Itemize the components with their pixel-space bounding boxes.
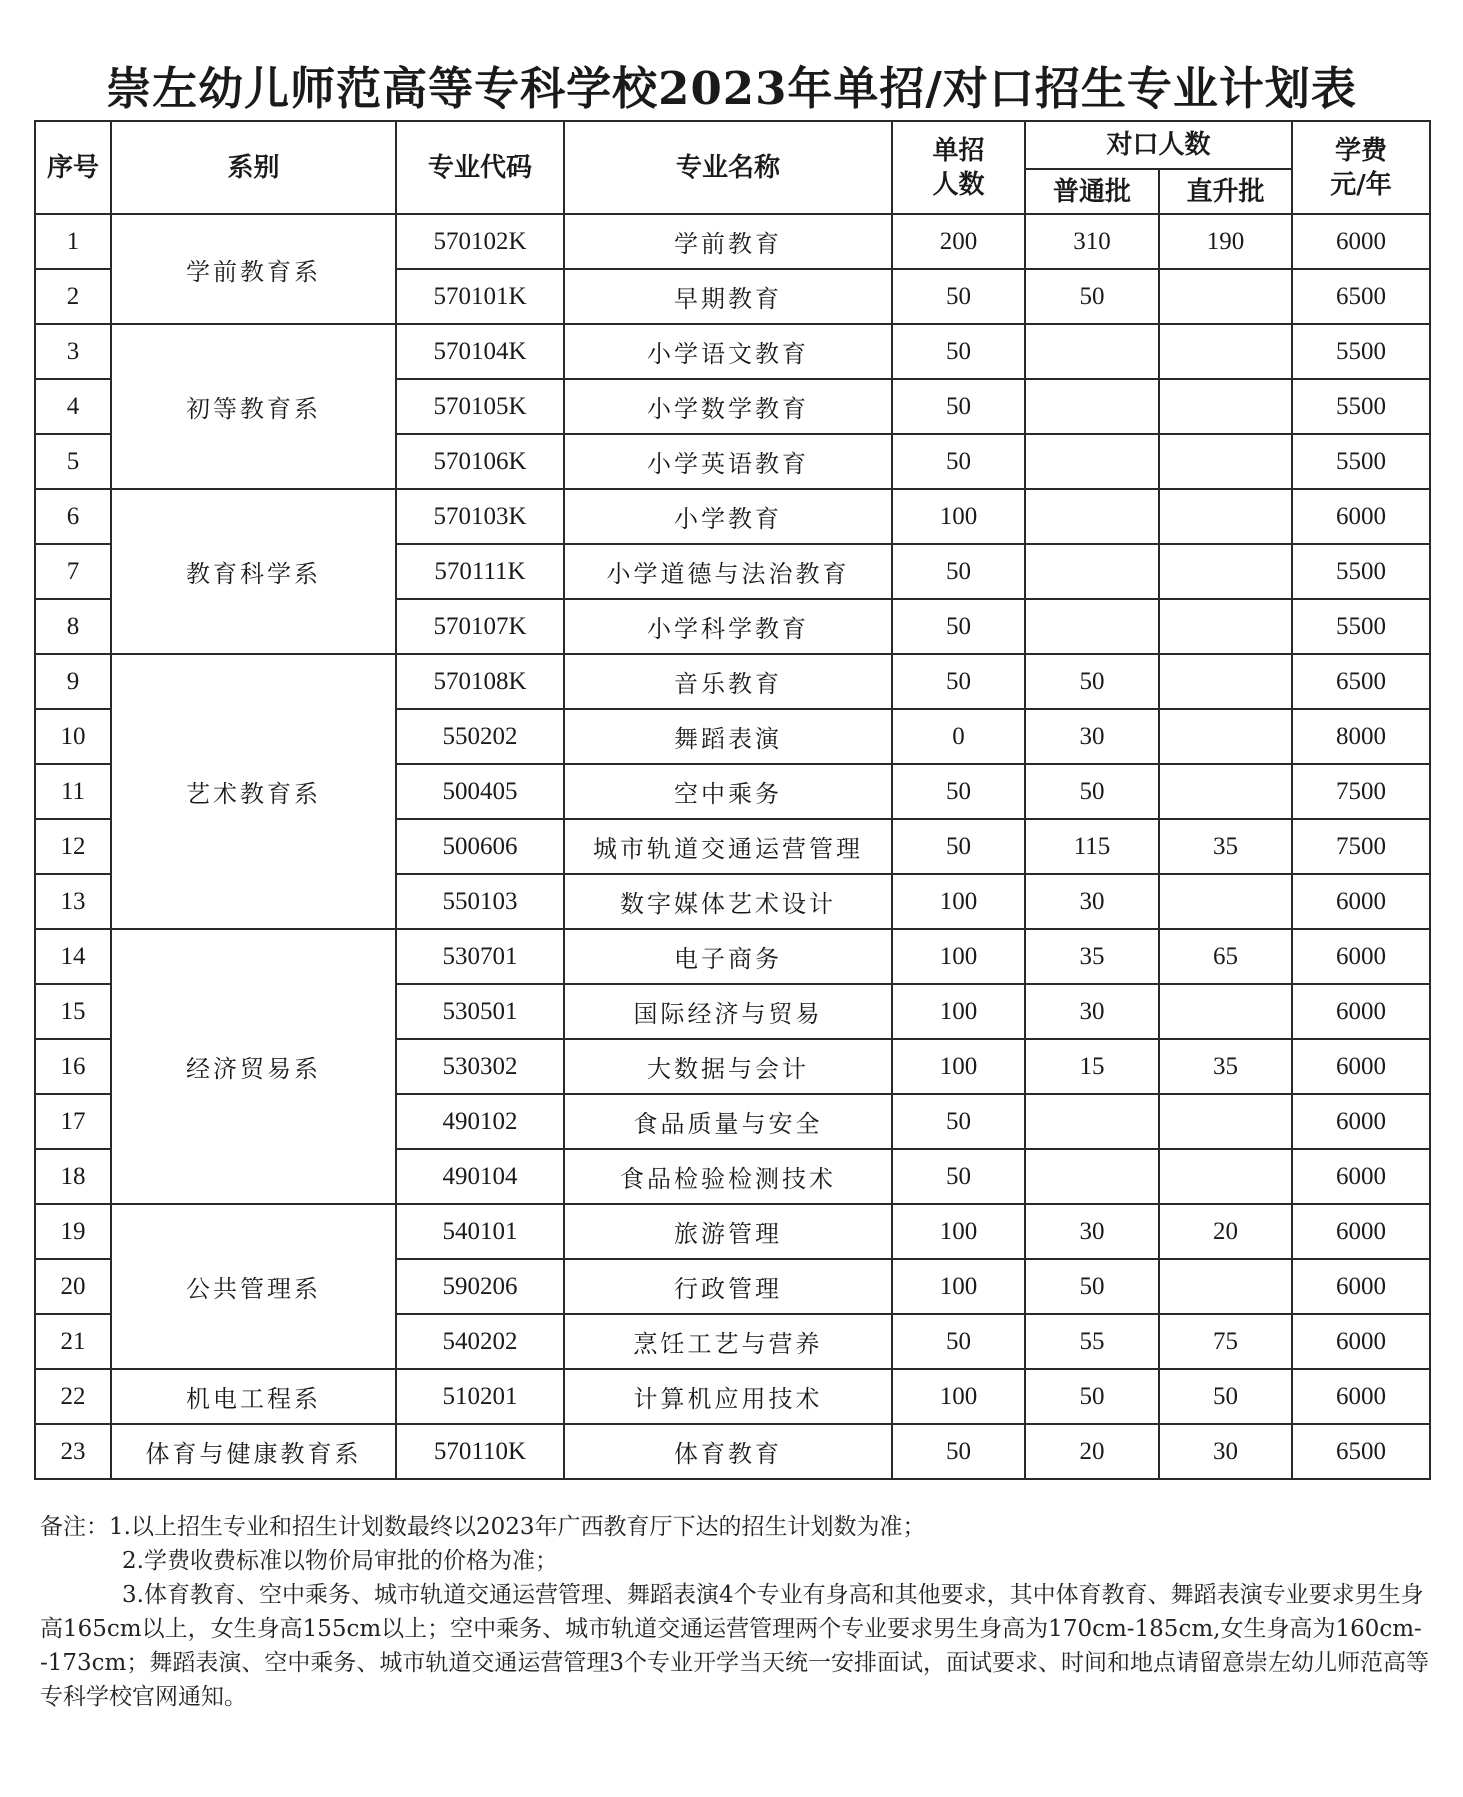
cell-single: 100	[892, 1259, 1025, 1314]
cell-direct	[1159, 1259, 1292, 1314]
cell-seq: 7	[35, 544, 111, 599]
cell-code: 570107K	[396, 599, 564, 654]
header-fee	[1292, 121, 1430, 214]
cell-single: 50	[892, 1094, 1025, 1149]
cell-seq: 20	[35, 1259, 111, 1314]
cell-direct: 35	[1159, 819, 1292, 874]
cell-fee: 6000	[1292, 1094, 1430, 1149]
cell-name: 小学科学教育	[564, 599, 892, 654]
cell-regular: 115	[1025, 819, 1159, 874]
cell-name: 数字媒体艺术设计	[564, 874, 892, 929]
cell-regular: 310	[1025, 214, 1159, 269]
cell-seq: 15	[35, 984, 111, 1039]
cell-direct	[1159, 324, 1292, 379]
cell-regular	[1025, 1149, 1159, 1204]
cell-fee: 6000	[1292, 1259, 1430, 1314]
page-title: 崇左幼儿师范高等专科学校2023年单招/对口招生专业计划表	[106, 62, 1357, 115]
table-row	[35, 1204, 1430, 1259]
table-row	[35, 654, 1430, 709]
cell-seq: 14	[35, 929, 111, 984]
cell-single: 200	[892, 214, 1025, 269]
cell-seq: 9	[35, 654, 111, 709]
cell-direct	[1159, 379, 1292, 434]
cell-fee: 6000	[1292, 1204, 1430, 1259]
cell-single: 100	[892, 1369, 1025, 1424]
cell-code: 540101	[396, 1204, 564, 1259]
cell-code: 570102K	[396, 214, 564, 269]
table-row	[35, 214, 1430, 269]
cell-regular	[1025, 324, 1159, 379]
cell-fee: 6500	[1292, 269, 1430, 324]
header-dept: 系别	[111, 121, 396, 214]
cell-name: 小学英语教育	[564, 434, 892, 489]
cell-seq: 1	[35, 214, 111, 269]
cell-name: 体育教育	[564, 1424, 892, 1479]
cell-single: 100	[892, 984, 1025, 1039]
cell-fee: 6000	[1292, 874, 1430, 929]
cell-regular	[1025, 1094, 1159, 1149]
cell-code: 550103	[396, 874, 564, 929]
cell-seq: 5	[35, 434, 111, 489]
cell-regular: 50	[1025, 1259, 1159, 1314]
cell-regular: 30	[1025, 1204, 1159, 1259]
cell-code: 570104K	[396, 324, 564, 379]
cell-direct: 35	[1159, 1039, 1292, 1094]
cell-single: 100	[892, 1039, 1025, 1094]
header-single-line2: 人数	[932, 169, 985, 200]
cell-direct	[1159, 1094, 1292, 1149]
cell-single: 100	[892, 489, 1025, 544]
header-direct: 直升批	[1159, 169, 1292, 214]
cell-direct	[1159, 544, 1292, 599]
cell-name: 小学语文教育	[564, 324, 892, 379]
cell-single: 100	[892, 874, 1025, 929]
cell-code: 570108K	[396, 654, 564, 709]
header-duikou: 对口人数	[1025, 121, 1292, 169]
cell-single: 50	[892, 1424, 1025, 1479]
cell-direct	[1159, 764, 1292, 819]
cell-seq: 13	[35, 874, 111, 929]
header-fee-line2: 元/年	[1330, 169, 1392, 200]
cell-direct: 20	[1159, 1204, 1292, 1259]
cell-single: 0	[892, 709, 1025, 764]
cell-regular: 50	[1025, 764, 1159, 819]
cell-single: 50	[892, 819, 1025, 874]
cell-regular	[1025, 434, 1159, 489]
cell-direct	[1159, 1149, 1292, 1204]
cell-regular: 20	[1025, 1424, 1159, 1479]
cell-seq: 3	[35, 324, 111, 379]
cell-seq: 21	[35, 1314, 111, 1369]
cell-name: 小学数学教育	[564, 379, 892, 434]
cell-fee: 6500	[1292, 1424, 1430, 1479]
cell-department: 机电工程系	[111, 1369, 396, 1424]
cell-fee: 6000	[1292, 929, 1430, 984]
notes-section	[40, 1510, 1435, 1714]
cell-fee: 5500	[1292, 434, 1430, 489]
header-fee-line1: 学费	[1335, 135, 1388, 166]
table-row	[35, 1369, 1430, 1424]
cell-code: 500405	[396, 764, 564, 819]
cell-seq: 8	[35, 599, 111, 654]
table-row	[35, 929, 1430, 984]
cell-direct	[1159, 489, 1292, 544]
cell-regular: 50	[1025, 1369, 1159, 1424]
cell-single: 50	[892, 1149, 1025, 1204]
cell-direct: 50	[1159, 1369, 1292, 1424]
cell-direct: 65	[1159, 929, 1292, 984]
cell-regular: 50	[1025, 654, 1159, 709]
table-header	[35, 121, 1430, 214]
cell-single: 50	[892, 654, 1025, 709]
cell-code: 570110K	[396, 1424, 564, 1479]
cell-direct: 30	[1159, 1424, 1292, 1479]
cell-direct	[1159, 654, 1292, 709]
cell-regular: 30	[1025, 709, 1159, 764]
cell-code: 490102	[396, 1094, 564, 1149]
cell-code: 530501	[396, 984, 564, 1039]
cell-code: 570103K	[396, 489, 564, 544]
cell-department: 体育与健康教育系	[111, 1424, 396, 1479]
cell-name: 大数据与会计	[564, 1039, 892, 1094]
header-code: 专业代码	[396, 121, 564, 214]
cell-department: 教育科学系	[111, 489, 396, 654]
cell-single: 50	[892, 1314, 1025, 1369]
cell-direct	[1159, 984, 1292, 1039]
cell-name: 食品检验检测技术	[564, 1149, 892, 1204]
cell-department: 经济贸易系	[111, 929, 396, 1204]
cell-fee: 6000	[1292, 1314, 1430, 1369]
cell-direct: 190	[1159, 214, 1292, 269]
table-row	[35, 489, 1430, 544]
cell-single: 50	[892, 379, 1025, 434]
cell-name: 国际经济与贸易	[564, 984, 892, 1039]
cell-fee: 6000	[1292, 1039, 1430, 1094]
cell-regular	[1025, 544, 1159, 599]
cell-seq: 16	[35, 1039, 111, 1094]
cell-name: 计算机应用技术	[564, 1369, 892, 1424]
cell-code: 500606	[396, 819, 564, 874]
note-1: 备注：1.以上招生专业和招生计划数最终以2023年广西教育厅下达的招生计划数为准；	[40, 1514, 926, 1540]
cell-fee: 6000	[1292, 984, 1430, 1039]
cell-department: 学前教育系	[111, 214, 396, 324]
cell-single: 100	[892, 1204, 1025, 1259]
cell-fee: 6000	[1292, 489, 1430, 544]
cell-code: 530302	[396, 1039, 564, 1094]
cell-name: 空中乘务	[564, 764, 892, 819]
header-regular: 普通批	[1025, 169, 1159, 214]
cell-direct	[1159, 599, 1292, 654]
enrollment-plan-table	[34, 120, 1431, 1480]
cell-fee: 5500	[1292, 324, 1430, 379]
cell-code: 490104	[396, 1149, 564, 1204]
cell-seq: 22	[35, 1369, 111, 1424]
cell-code: 550202	[396, 709, 564, 764]
cell-code: 530701	[396, 929, 564, 984]
cell-name: 学前教育	[564, 214, 892, 269]
header-seq: 序号	[35, 121, 111, 214]
cell-regular: 55	[1025, 1314, 1159, 1369]
cell-seq: 10	[35, 709, 111, 764]
cell-direct	[1159, 434, 1292, 489]
cell-fee: 6500	[1292, 654, 1430, 709]
cell-code: 510201	[396, 1369, 564, 1424]
cell-department: 公共管理系	[111, 1204, 396, 1369]
note-2: 2.学费收费标准以物价局审批的价格为准；	[122, 1548, 558, 1574]
table-row	[35, 1424, 1430, 1479]
cell-regular: 35	[1025, 929, 1159, 984]
cell-name: 舞蹈表演	[564, 709, 892, 764]
cell-fee: 7500	[1292, 819, 1430, 874]
cell-direct	[1159, 269, 1292, 324]
cell-code: 570101K	[396, 269, 564, 324]
cell-seq: 17	[35, 1094, 111, 1149]
cell-fee: 5500	[1292, 379, 1430, 434]
cell-regular: 15	[1025, 1039, 1159, 1094]
cell-code: 570105K	[396, 379, 564, 434]
cell-direct: 75	[1159, 1314, 1292, 1369]
cell-department: 艺术教育系	[111, 654, 396, 929]
cell-seq: 6	[35, 489, 111, 544]
cell-code: 570111K	[396, 544, 564, 599]
cell-regular: 30	[1025, 874, 1159, 929]
cell-single: 50	[892, 269, 1025, 324]
cell-fee: 8000	[1292, 709, 1430, 764]
cell-regular: 30	[1025, 984, 1159, 1039]
cell-name: 食品质量与安全	[564, 1094, 892, 1149]
cell-seq: 4	[35, 379, 111, 434]
cell-name: 电子商务	[564, 929, 892, 984]
cell-fee: 6000	[1292, 214, 1430, 269]
table-row	[35, 324, 1430, 379]
header-single	[892, 121, 1025, 214]
cell-regular	[1025, 489, 1159, 544]
cell-seq: 19	[35, 1204, 111, 1259]
cell-fee: 5500	[1292, 544, 1430, 599]
cell-seq: 12	[35, 819, 111, 874]
cell-regular	[1025, 379, 1159, 434]
cell-single: 50	[892, 764, 1025, 819]
cell-name: 烹饪工艺与营养	[564, 1314, 892, 1369]
cell-fee: 6000	[1292, 1149, 1430, 1204]
cell-department: 初等教育系	[111, 324, 396, 489]
cell-name: 小学道德与法治教育	[564, 544, 892, 599]
cell-regular	[1025, 599, 1159, 654]
cell-code: 570106K	[396, 434, 564, 489]
cell-seq: 2	[35, 269, 111, 324]
header-single-line1: 单招	[932, 135, 985, 166]
cell-name: 行政管理	[564, 1259, 892, 1314]
cell-regular: 50	[1025, 269, 1159, 324]
cell-code: 540202	[396, 1314, 564, 1369]
cell-fee: 6000	[1292, 1369, 1430, 1424]
table-body	[35, 214, 1430, 1479]
cell-seq: 23	[35, 1424, 111, 1479]
cell-name: 城市轨道交通运营管理	[564, 819, 892, 874]
cell-single: 50	[892, 434, 1025, 489]
cell-single: 50	[892, 324, 1025, 379]
cell-direct	[1159, 874, 1292, 929]
cell-fee: 5500	[1292, 599, 1430, 654]
cell-name: 旅游管理	[564, 1204, 892, 1259]
note-3: 3.体育教育、空中乘务、城市轨道交通运营管理、舞蹈表演4个专业有身高和其他要求，其中体育教育、舞蹈表演专业要求男生身高165cm以上，女生身高155cm以上；空中乘务、城市轨道交通运营管理两个专业要求男生身高为170cm-185cm,女生身高为160cm--173cm；舞蹈表演、空中乘务、城市轨道交通运营管理3个专业开学当天统一安排面试，面试要求、时间和地点请留意崇左幼儿师范高等专科学校官网通知。	[40, 1582, 1429, 1710]
cell-name: 小学教育	[564, 489, 892, 544]
cell-seq: 18	[35, 1149, 111, 1204]
cell-single: 50	[892, 599, 1025, 654]
cell-name: 早期教育	[564, 269, 892, 324]
cell-single: 100	[892, 929, 1025, 984]
cell-direct	[1159, 709, 1292, 764]
cell-fee: 7500	[1292, 764, 1430, 819]
cell-code: 590206	[396, 1259, 564, 1314]
cell-seq: 11	[35, 764, 111, 819]
header-name: 专业名称	[564, 121, 892, 214]
cell-name: 音乐教育	[564, 654, 892, 709]
cell-single: 50	[892, 544, 1025, 599]
